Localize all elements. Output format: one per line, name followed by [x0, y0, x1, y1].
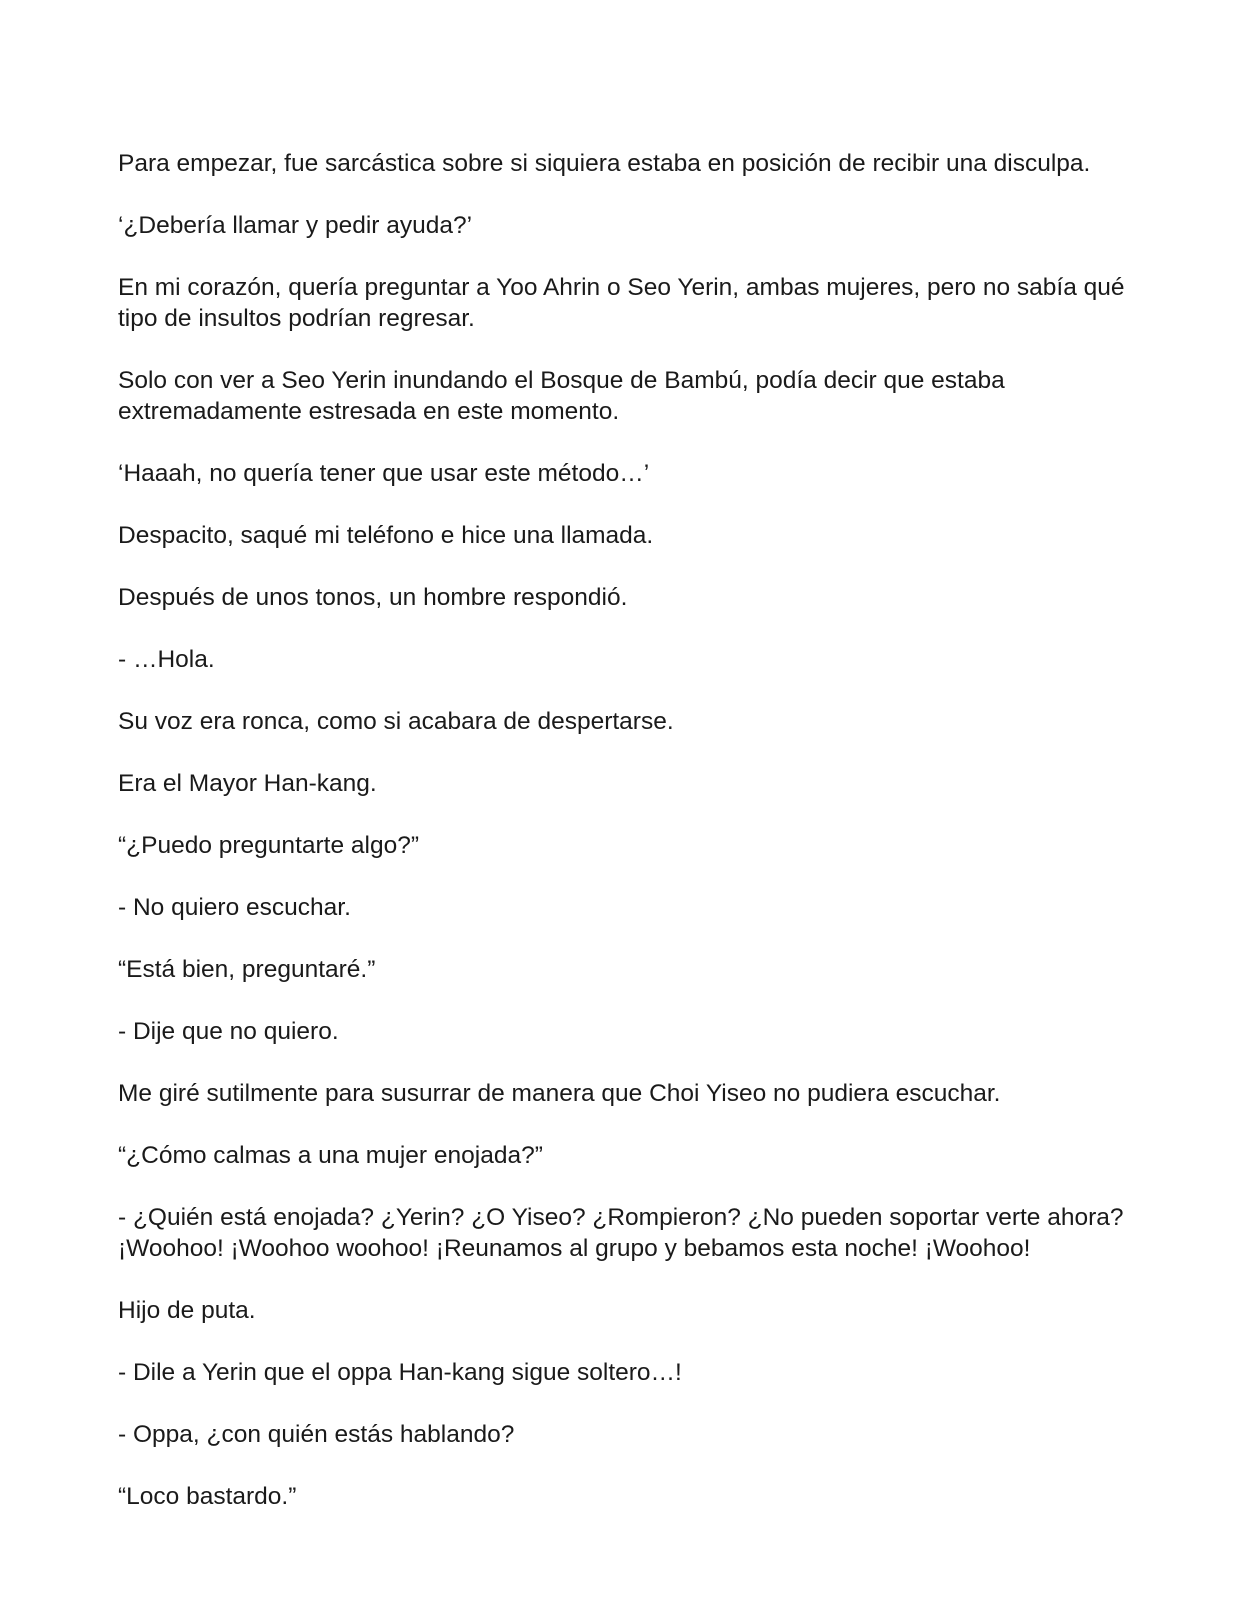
paragraph: Hijo de puta.: [118, 1297, 256, 1324]
paragraph: “¿Puedo preguntarte algo?”: [118, 832, 419, 859]
paragraph: “¿Cómo calmas a una mujer enojada?”: [118, 1142, 543, 1169]
paragraph: - …Hola.: [118, 646, 215, 673]
paragraph: - No quiero escuchar.: [118, 894, 351, 921]
paragraph: - Oppa, ¿con quién estás hablando?: [118, 1421, 515, 1448]
paragraph: Su voz era ronca, como si acabara de despertarse.: [118, 708, 674, 735]
paragraph: ‘¿Debería llamar y pedir ayuda?’: [118, 212, 473, 239]
paragraph: Era el Mayor Han-kang.: [118, 770, 377, 797]
paragraph: Para empezar, fue sarcástica sobre si siquiera estaba en posición de recibir una disculpa.: [118, 150, 1091, 177]
paragraph: - Dije que no quiero.: [118, 1018, 339, 1045]
paragraph: Después de unos tonos, un hombre respondió.: [118, 584, 628, 611]
paragraph: Me giré sutilmente para susurrar de manera que Choi Yiseo no pudiera escuchar.: [118, 1080, 1001, 1107]
paragraph: - Dile a Yerin que el oppa Han-kang sigue soltero…!: [118, 1359, 682, 1386]
paragraph: En mi corazón, quería preguntar a Yoo Ahrin o Seo Yerin, ambas mujeres, pero no sabía qué tipo de insultos podrían regresar.: [118, 274, 1125, 332]
paragraph: Despacito, saqué mi teléfono e hice una llamada.: [118, 522, 654, 549]
paragraph: - ¿Quién está enojada? ¿Yerin? ¿O Yiseo? ¿Rompieron? ¿No pueden soportar verte ahora? ¡Woohoo! ¡Woohoo woohoo! ¡Reunamos al grupo y bebamos esta noche! ¡Woohoo!: [118, 1204, 1124, 1262]
paragraph: ‘Haaah, no quería tener que usar este método…’: [118, 460, 650, 487]
paragraph: “Está bien, preguntaré.”: [118, 956, 376, 983]
paragraph: “Loco bastardo.”: [118, 1483, 297, 1510]
paragraph: Solo con ver a Seo Yerin inundando el Bosque de Bambú, podía decir que estaba extremadamente estresada en este momento.: [118, 367, 1005, 425]
document-body: [118, 148, 1128, 1512]
